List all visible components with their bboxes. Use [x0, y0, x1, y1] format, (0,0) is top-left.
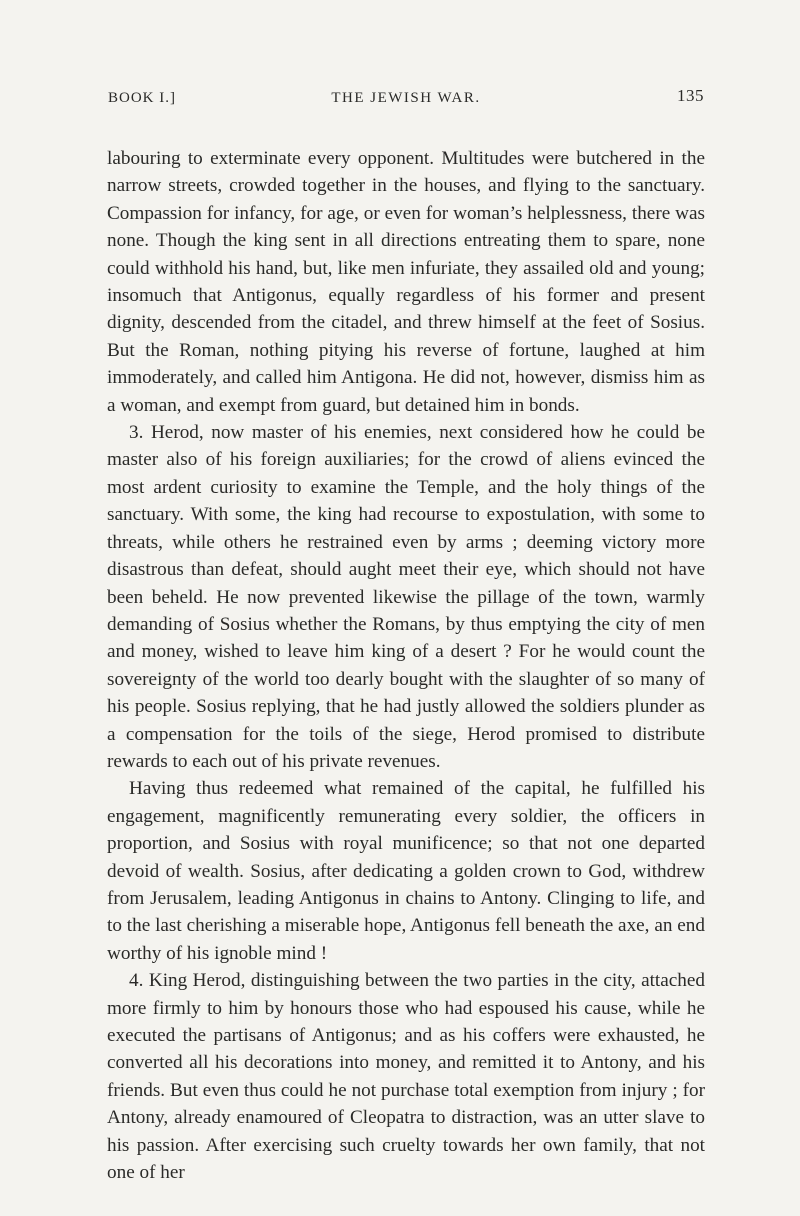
body-text [107, 145, 705, 1186]
paragraph-section-4: 4. King Herod, distinguishing between the two parties in the city, attached more firmly to him by honours those who had espoused his cause, while he executed the partisans of Antigonus; and as his coffers were exhausted, he converted all his decorations into money, and remitted it to Antony, and his friends. But even thus could he not purchase total exemption from injury ; for Antony, already enamoured of Cleopatra to distraction, was an utter slave to his passion. After exercising such cruelty towards her own family, that not one of her [107, 970, 705, 1184]
book-label: BOOK I.] [108, 90, 176, 106]
page-number: 135 [677, 86, 704, 105]
running-head [108, 86, 704, 110]
paragraph-section-3: 3. Herod, now master of his enemies, next considered how he could be master also of his foreign auxiliaries; for the crowd of aliens evinced the most ardent curiosity to examine the Temple, and the holy things of the sanctuary. With some, the king had recourse to expostulation, with some to threats, while others he restrained even by arms ; deeming victory more disastrous than defeat, should aught meet their eye, which should not have been beheld. He now prevented likewise the pillage of the town, warmly demanding of Sosius whether the Romans, by thus emptying the city of men and money, wished to leave him king of a desert ? For he would count the sovereignty of the world too dearly bought with the slaughter of so many of his people. Sosius replying, that he had justly allowed the soldiers plunder as a compensation for the toils of the siege, Herod promised to distribute rewards to each out of his private revenues. [107, 422, 705, 772]
paragraph-having-thus: Having thus redeemed what remained of the capital, he fulfilled his engagement, magnificently remunerating every soldier, the officers in proportion, and Sosius with royal munificence; so that not one departed devoid of wealth. Sosius, after dedicating a golden crown to God, withdrew from Jerusalem, leading Antigonus in chains to Antony. Clinging to life, and to the last cherishing a miserable hope, Antigonus fell beneath the axe, an end worthy of his ignoble mind ! [107, 778, 705, 964]
running-title: THE JEWISH WAR. [331, 90, 481, 106]
paragraph-continuation: labouring to exterminate every opponent. Multitudes were butchered in the narrow streets, crowded together in the houses, and flying to the sanctuary. Compassion for infancy, for age, or even for woman’s helplessness, there was none. Though the king sent in all directions entreating them to spare, none could withhold his hand, but, like men infuriate, they assailed old and young; insomuch that Antigonus, equally regardless of his former and present dignity, descended from the citadel, and threw himself at the feet of Sosius. But the Roman, nothing pitying his reverse of fortune, laughed at him immoderately, and called him Antigona. He did not, however, dismiss him as a woman, and exempt from guard, but detained him in bonds. [107, 148, 705, 416]
